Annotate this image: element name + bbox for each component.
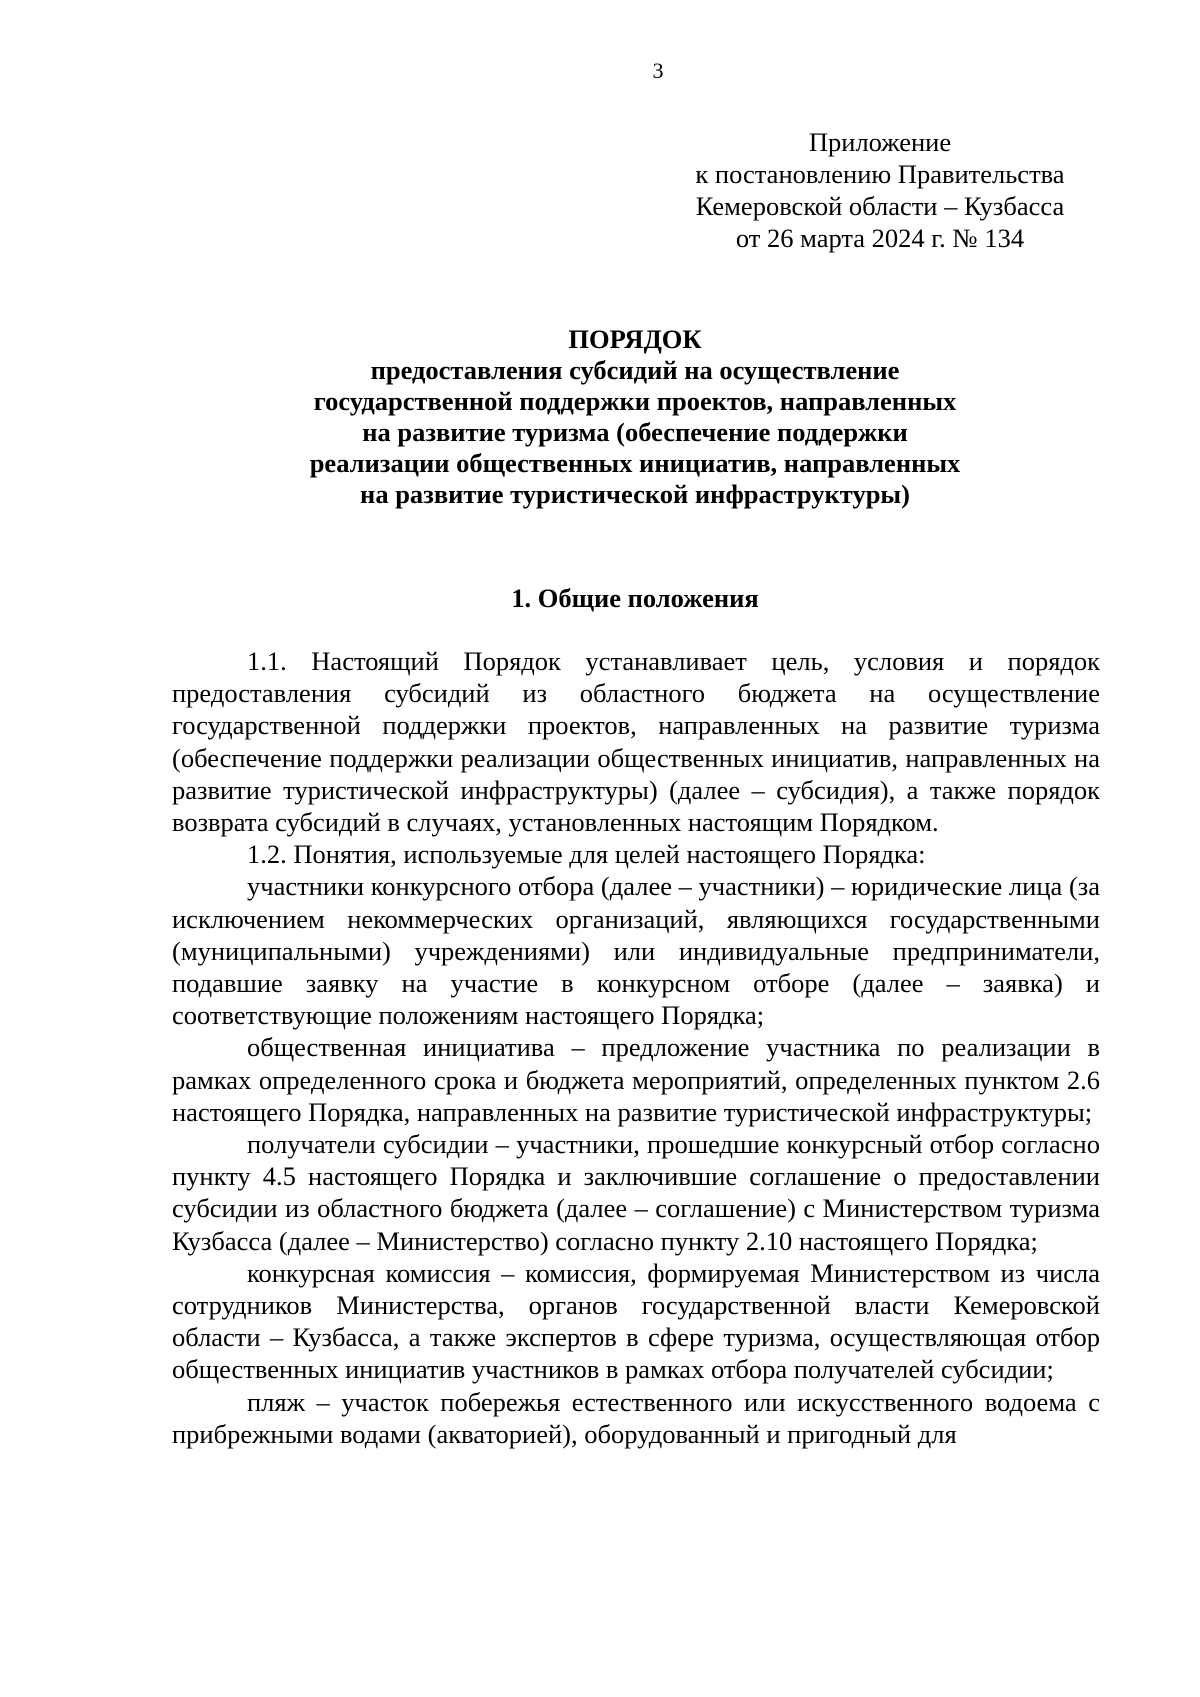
document-title xyxy=(170,324,1100,510)
appendix-block xyxy=(660,126,1100,254)
appendix-line: к постановлению Правительства xyxy=(695,159,1065,189)
title-line: государственной поддержки проектов, направленных xyxy=(313,386,957,416)
title-main: ПОРЯДОК xyxy=(568,324,702,354)
title-line: реализации общественных инициатив, направленных xyxy=(309,448,961,478)
page-number: 3 xyxy=(652,58,664,83)
paragraph: получатели субсидии – участники, прошедшие конкурсный отбор согласно пункту 4.5 настоящего Порядка и заключившие соглашение о предоставлении субсидии из областного бюджета (далее – соглашение) с Министерством туризма Кузбасса (далее – Министерство) согласно пункту 2.10 настоящего Порядка; xyxy=(172,1129,1100,1256)
title-line: на развитие туризма (обеспечение поддержки xyxy=(362,417,908,447)
body-text xyxy=(172,645,1100,1450)
title-line: на развитие туристической инфраструктуры) xyxy=(360,479,910,509)
paragraph: 1.1. Настоящий Порядок устанавливает цель, условия и порядок предоставления субсидий из областного бюджета на осуществление государственной поддержки проектов, направленных на развитие туризма (обеспечение поддержки реализации общественных инициатив, направленных на развитие туристической инфраструктуры) (далее – субсидия), а также порядок возврата субсидий в случаях, установленных настоящим Порядком. xyxy=(172,646,1100,838)
appendix-line: от 26 марта 2024 г. № 134 xyxy=(735,223,1025,253)
appendix-line: Кемеровской области – Кузбасса xyxy=(695,191,1065,221)
paragraph: конкурсная комиссия – комиссия, формируемая Министерством из числа сотрудников Министерства, органов государственной власти Кемеровской области – Кузбасса, а также экспертов в сфере туризма, осуществляющая отбор общественных инициатив участников в рамках отбора получателей субсидии; xyxy=(172,1257,1100,1385)
paragraph: 1.2. Понятия, используемые для целей настоящего Порядка: xyxy=(247,839,926,870)
paragraph: пляж – участок побережья естественного или искусственного водоема с прибрежными водами (акваторией), оборудованный и пригодный для xyxy=(172,1386,1100,1449)
appendix-line: Приложение xyxy=(808,127,952,157)
title-line: предоставления субсидий на осуществление xyxy=(370,355,900,385)
section-heading: 1. Общие положения xyxy=(511,583,759,613)
paragraph: участники конкурсного отбора (далее – участники) – юридические лица (за исключением некоммерческих организаций, являющихся государственными (муниципальными) учреждениями) или индивидуальные предприниматели, подавшие заявку на участие в конкурсном отборе (далее – заявка) и соответствующие положениям настоящего Порядка; xyxy=(172,871,1100,1031)
paragraph: общественная инициатива – предложение участника по реализации в рамках определенного срока и бюджета мероприятий, определенных пунктом 2.6 настоящего Порядка, направленных на развитие туристической инфраструктуры; xyxy=(172,1032,1100,1127)
